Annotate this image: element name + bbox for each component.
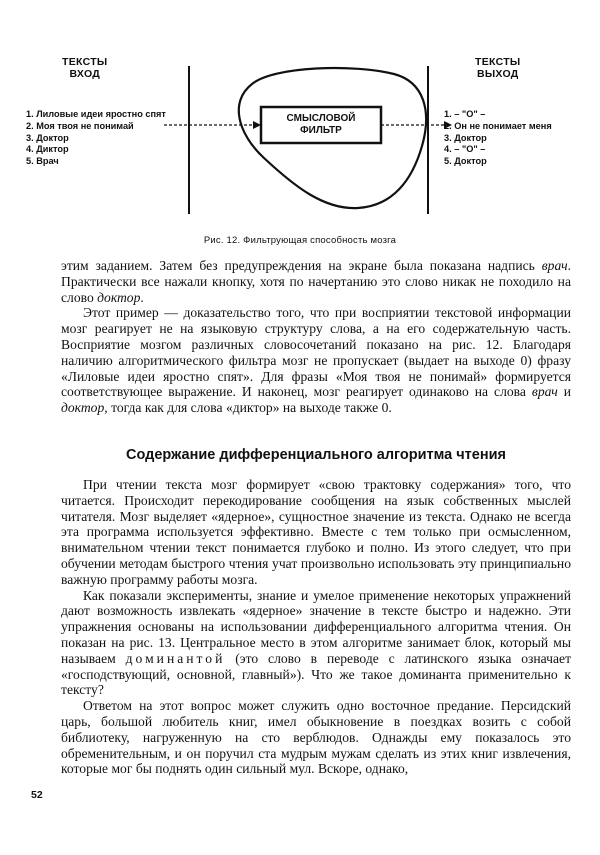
input-item: 3. Доктор	[26, 132, 69, 143]
output-item: 1. – "О" –	[444, 109, 486, 119]
figure-12	[24, 36, 576, 246]
paragraph-3: При чтении текста мозг формирует «свою трактовку содержания» того, что читается. Происходит перекодирование сообщения на язык собственных мыслей читателя. Мозг выделяет «ядерное», сущностное значение из текста. Однако не всегда эта программа используется эффективно. Вместе с тем только при осмысленном, внимательном чтении текст понимается глубоко и полно. Из этого следует, что при обучении методам быстрого чтения учат произвольно использовать эту принципиально важную программу работы мозга.	[61, 477, 571, 587]
figure-caption: Рис. 12. Фильтрующая способность мозга	[203, 235, 397, 246]
text-block-2	[61, 477, 571, 777]
input-item: 4. Диктор	[26, 144, 69, 155]
input-list	[26, 109, 166, 168]
output-item: 2. Он не понимает меня	[444, 120, 552, 131]
section-heading: Содержание дифференциального алгоритма чтения	[126, 447, 506, 463]
paragraph-5: Ответом на этот вопрос может служить одно восточное предание. Персидский царь, большой любитель книг, имел обыкновение в поездках возить с собой библиотеку, нагруженную на сто верблюдов. Однажды ему показалось это обременительным, и он поручил ста мудрым мужам сделать из этих книг извлечения, которые мог бы поднять один сильный мул. Вскоре, однако,	[61, 698, 571, 777]
paragraph-2: Этот пример — доказательство того, что при восприятии текстовой информации мозг реагирует не на языковую структуру слова, а на его содержательную часть. Восприятие мозгом различных словосочетаний показано на рис. 12. Благодаря наличию алгоритмического фильтра мозг не пропускает (выдает на выходе 0) фразу «Лиловые идеи яростно спят». Для фразы «Моя твоя не понимай» формируется соответствующее выражение. И наконец, мозг реагирует одинаково на слова врач и доктор, тогда как для слова «диктор» на выходе также 0.	[61, 305, 571, 416]
input-item: 2. Моя твоя не понимай	[26, 120, 134, 131]
input-item: 1. Лиловые идеи яростно спят	[26, 109, 166, 119]
output-list	[444, 109, 552, 168]
page-number: 52	[31, 789, 43, 801]
output-heading: ТЕКСТЫ ВЫХОД	[475, 56, 521, 80]
semantic-filter: СМЫСЛОВОЙ ФИЛЬТР	[286, 113, 356, 136]
input-heading: ТЕКСТЫ ВХОД	[62, 56, 108, 80]
paragraph-1: этим заданием. Затем без предупреждения на экране была показана надпись врач. Практически все нажали кнопку, хотя по начертанию это слово никак не походило на слово доктор.	[61, 258, 571, 305]
paragraph-4: Как показали эксперименты, знание и умелое применение некоторых упражнений дают возможность извлекать «ядерное» значение в тексте быстро и надежно. Эти упражнения основаны на использовании дифференциального алгоритма чтения. Он показан на рис. 13. Центральное место в этом алгоритме занимает блок, который мы называем доминантой (это слово в переводе с латинского языка означает «господствующий, основной, главный»). Что же такое доминанта применительно к тексту?	[61, 587, 572, 698]
text-block-1	[61, 258, 571, 416]
output-item: 5. Доктор	[444, 156, 487, 167]
input-item: 5. Врач	[26, 156, 59, 167]
output-item: 4. – "О" –	[444, 144, 486, 155]
output-item: 3. Доктор	[444, 132, 487, 143]
